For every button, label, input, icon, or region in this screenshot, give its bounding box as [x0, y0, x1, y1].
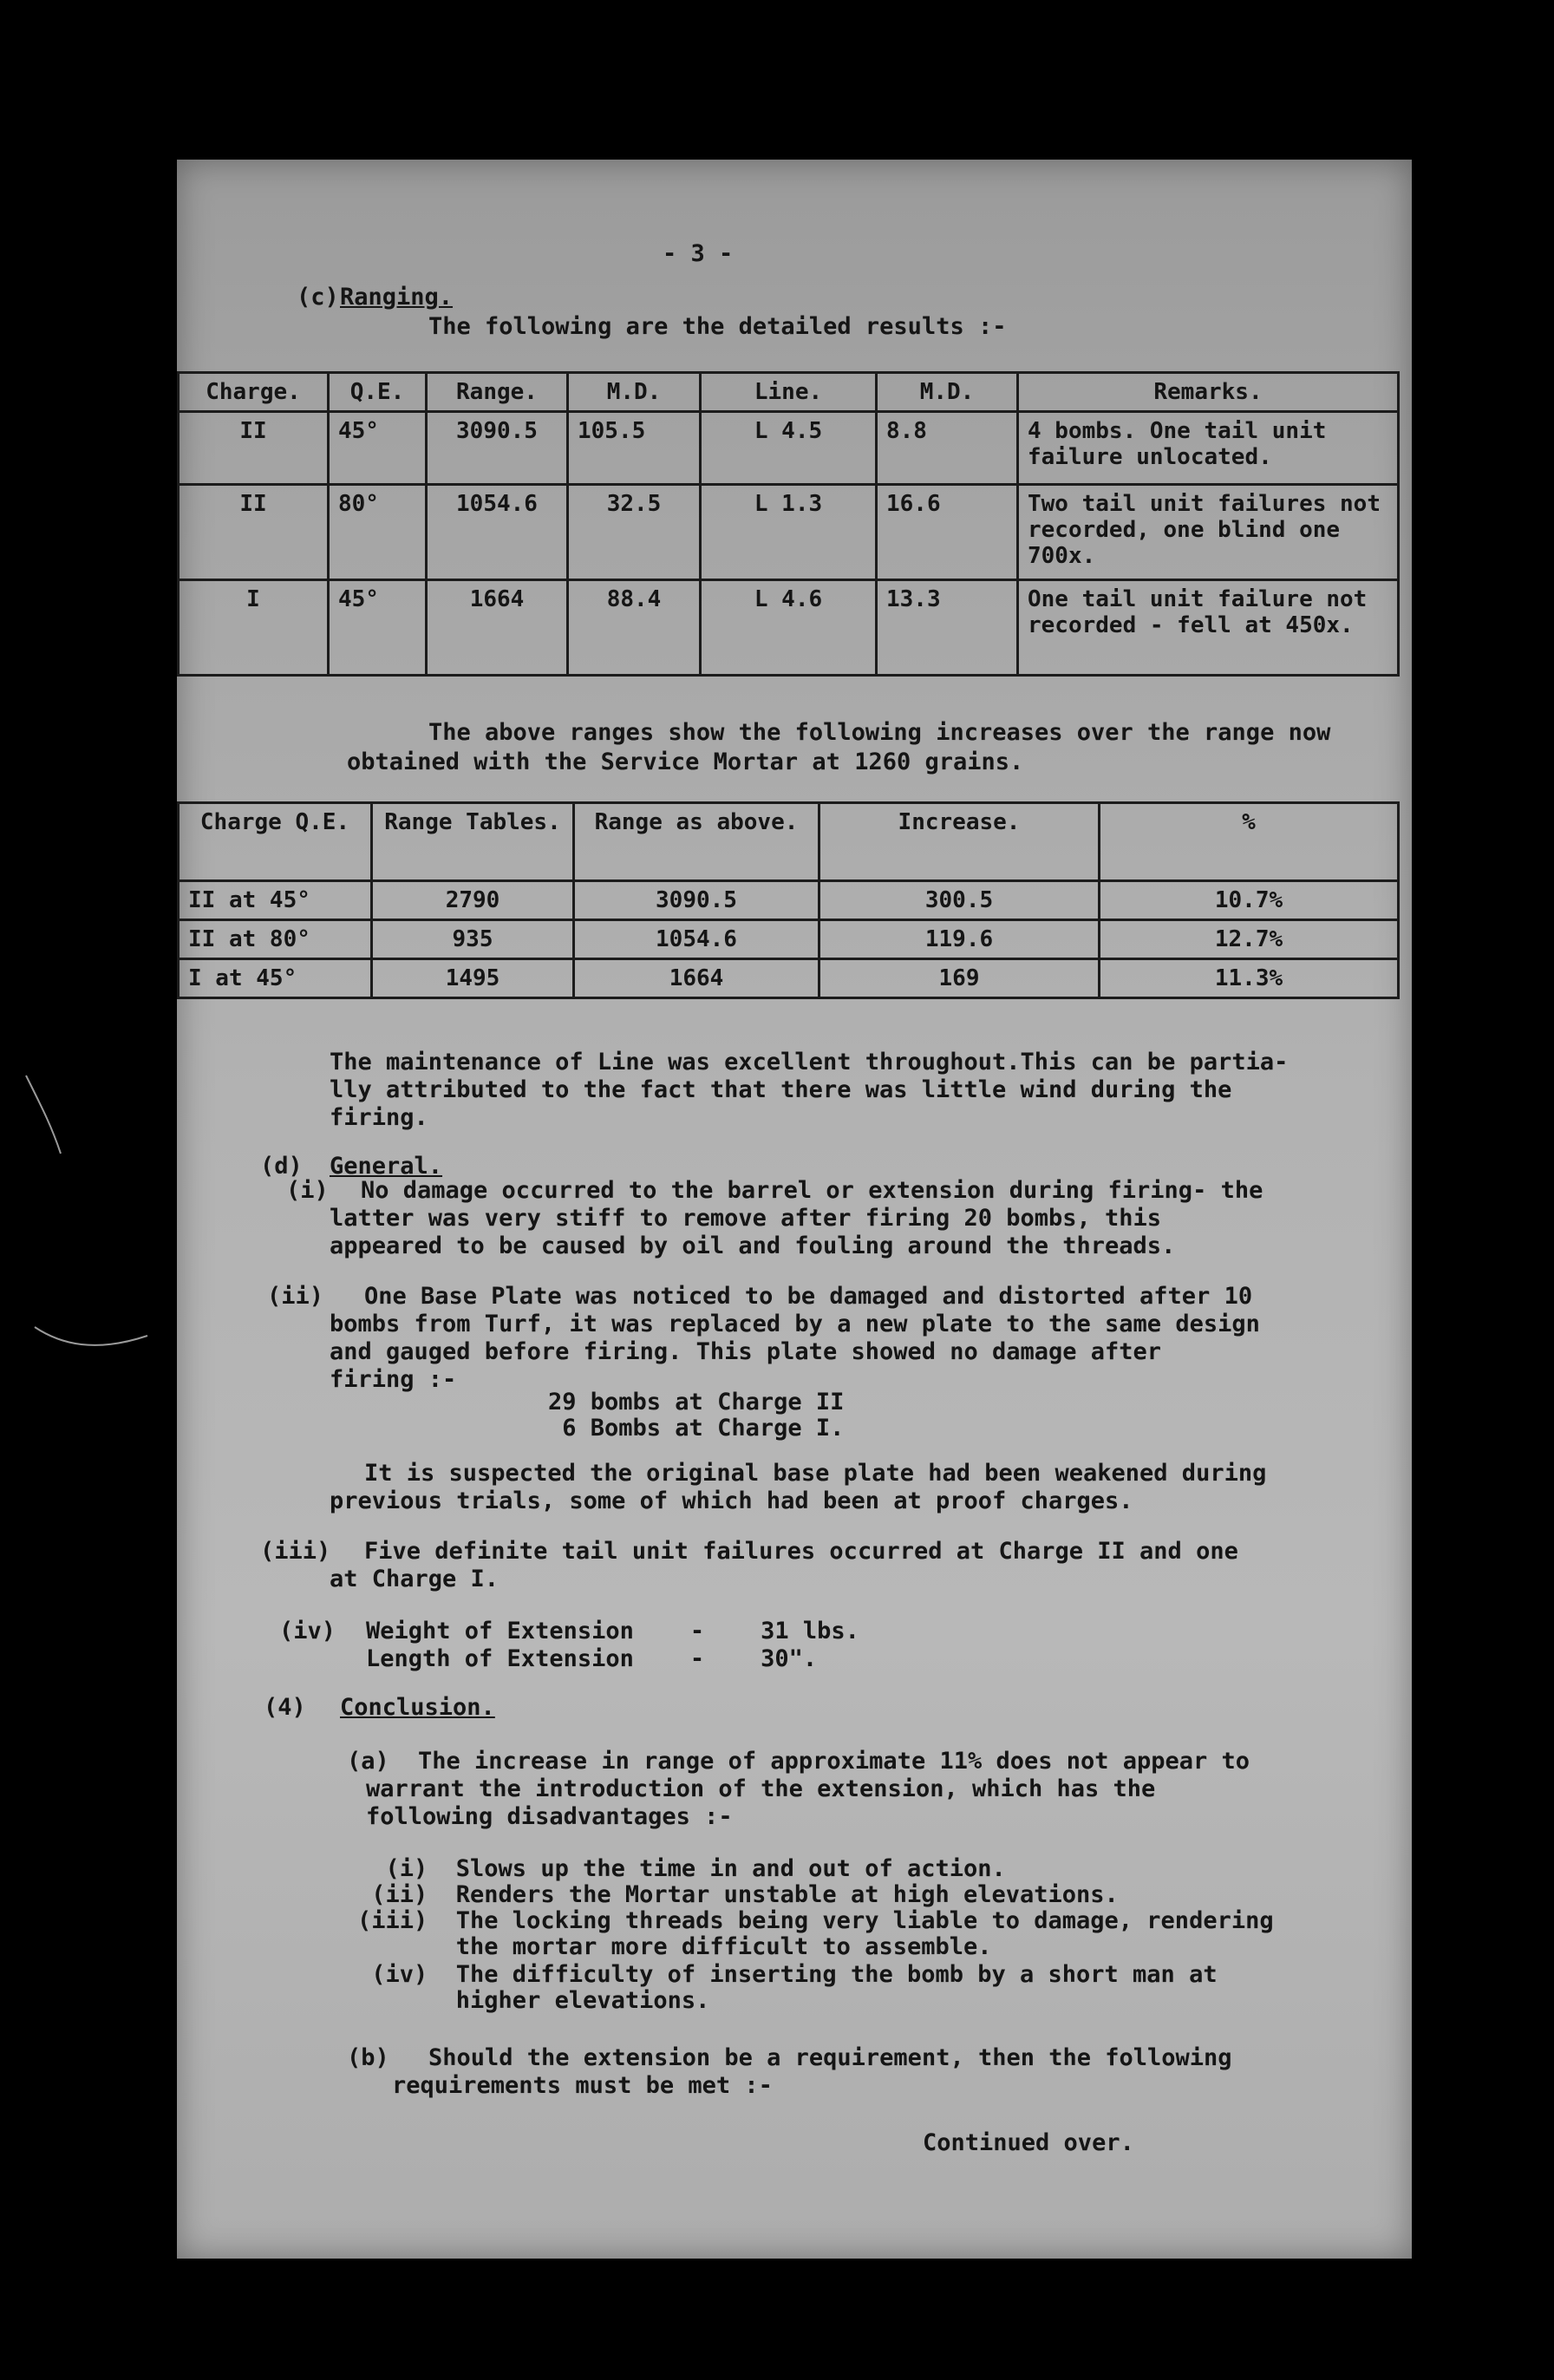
- item-ii-list-line: 6 Bombs at Charge I.: [548, 1415, 845, 1442]
- cell-qe: 80°: [329, 485, 427, 580]
- cell-charge-qe: II at 80°: [179, 920, 372, 959]
- col-header: Range.: [427, 373, 568, 412]
- cell-line: L 1.3: [701, 485, 877, 580]
- table-row: [179, 485, 1399, 580]
- maintenance-line: lly attributed to the fact that there was little wind during the: [330, 1076, 1232, 1103]
- item-ii-line: and gauged before firing. This plate showed no damage after: [330, 1338, 1162, 1365]
- cell-percent: 12.7%: [1100, 920, 1399, 959]
- cell-range-tables: 1495: [372, 959, 574, 998]
- cell-percent: 11.3%: [1100, 959, 1399, 998]
- cell-range-tables: 935: [372, 920, 574, 959]
- table-row: [179, 920, 1399, 959]
- disadvantage-line: (iii) The locking threads being very liable to damage, rendering: [357, 1907, 1274, 1934]
- item-a-line: warrant the introduction of the extension, which has the: [366, 1775, 1156, 1802]
- cell-charge-qe: II at 45°: [179, 881, 372, 920]
- section-c-intro: The following are the detailed results :-: [428, 313, 1007, 340]
- section-d-label: (d): [260, 1153, 303, 1180]
- disadvantage-line: (iv) The difficulty of inserting the bomb by a short man at: [357, 1961, 1218, 1988]
- section-4-title: Conclusion.: [340, 1694, 495, 1721]
- cell-range-above: 3090.5: [574, 881, 819, 920]
- cell-increase: 119.6: [819, 920, 1100, 959]
- cell-range: 1664: [427, 580, 568, 676]
- cell-increase: 169: [819, 959, 1100, 998]
- cell-remarks: One tail unit failure not recorded - fell at 450x.: [1018, 580, 1399, 676]
- maintenance-line: firing.: [330, 1104, 428, 1131]
- col-header: M.D.: [877, 373, 1018, 412]
- section-c-title: Ranging.: [340, 284, 454, 311]
- item-i-line: latter was very stiff to remove after firing 20 bombs, this: [330, 1205, 1162, 1232]
- col-header: Remarks.: [1018, 373, 1399, 412]
- item-b-label: (b): [347, 2044, 389, 2071]
- item-b-line: requirements must be met :-: [392, 2072, 773, 2099]
- table-row: [179, 580, 1399, 676]
- item-iv-line: Length of Extension - 30".: [366, 1645, 818, 1672]
- item-ii-list-line: 29 bombs at Charge II: [548, 1389, 845, 1416]
- cell-md: 88.4: [568, 580, 701, 676]
- item-iv-line: Weight of Extension - 31 lbs.: [366, 1618, 859, 1644]
- col-header: Range as above.: [574, 803, 819, 881]
- table-row: [179, 959, 1399, 998]
- col-header: Q.E.: [329, 373, 427, 412]
- table-row: [179, 881, 1399, 920]
- item-iv-label: (iv): [279, 1618, 336, 1644]
- ranging-table: [177, 371, 1400, 677]
- col-header: Range Tables.: [372, 803, 574, 881]
- cell-md: 105.5: [568, 412, 701, 485]
- cell-charge-qe: I at 45°: [179, 959, 372, 998]
- disadvantage-line: (i) Slows up the time in and out of action.: [357, 1855, 1006, 1882]
- col-header: Charge Q.E.: [179, 803, 372, 881]
- cell-md2: 13.3: [877, 580, 1018, 676]
- cell-range-above: 1664: [574, 959, 819, 998]
- col-header: %: [1100, 803, 1399, 881]
- page-number: - 3 -: [663, 240, 734, 267]
- col-header: Line.: [701, 373, 877, 412]
- ranges-note-line-2: obtained with the Service Mortar at 1260 grains.: [347, 749, 1024, 775]
- section-d-title: General.: [330, 1153, 443, 1180]
- item-i-line: No damage occurred to the barrel or extension during firing- the: [361, 1177, 1263, 1204]
- item-iii-line: at Charge I.: [330, 1566, 500, 1592]
- item-a-line: The increase in range of approximate 11% does not appear to: [418, 1748, 1250, 1775]
- item-ii-line: One Base Plate was noticed to be damaged and distorted after 10: [364, 1283, 1253, 1310]
- suspected-line: It is suspected the original base plate had been weakened during: [364, 1460, 1267, 1487]
- cell-md: 32.5: [568, 485, 701, 580]
- col-header: M.D.: [568, 373, 701, 412]
- cell-increase: 300.5: [819, 881, 1100, 920]
- ranging-table-header-row: [179, 373, 1399, 412]
- item-i-label: (i): [286, 1177, 329, 1204]
- increase-table: [177, 801, 1400, 999]
- col-header: Increase.: [819, 803, 1100, 881]
- item-iii-label: (iii): [260, 1538, 331, 1565]
- cell-md2: 8.8: [877, 412, 1018, 485]
- cell-line: L 4.6: [701, 580, 877, 676]
- cell-remarks: Two tail unit failures not recorded, one blind one 700x.: [1018, 485, 1399, 580]
- item-ii-label: (ii): [267, 1283, 324, 1310]
- cell-range: 1054.6: [427, 485, 568, 580]
- cell-range: 3090.5: [427, 412, 568, 485]
- disadvantage-line: the mortar more difficult to assemble.: [357, 1933, 992, 1960]
- suspected-line: previous trials, some of which had been at proof charges.: [330, 1488, 1133, 1514]
- cell-range-above: 1054.6: [574, 920, 819, 959]
- disadvantage-line: (ii) Renders the Mortar unstable at high elevations.: [357, 1881, 1119, 1908]
- section-c-label: (c): [297, 284, 339, 311]
- cell-line: L 4.5: [701, 412, 877, 485]
- cell-charge: II: [179, 412, 329, 485]
- ranges-note-line-1: The above ranges show the following increases over the range now: [428, 719, 1331, 746]
- cell-md2: 16.6: [877, 485, 1018, 580]
- cell-range-tables: 2790: [372, 881, 574, 920]
- disadvantage-line: higher elevations.: [357, 1987, 710, 2014]
- cell-remarks: 4 bombs. One tail unit failure unlocated.: [1018, 412, 1399, 485]
- item-a-line: following disadvantages :-: [366, 1803, 733, 1830]
- cell-charge: II: [179, 485, 329, 580]
- table-row: [179, 412, 1399, 485]
- item-iii-line: Five definite tail unit failures occurred at Charge II and one: [364, 1538, 1238, 1565]
- section-4-label: (4): [264, 1694, 306, 1721]
- document-page: [177, 160, 1412, 2259]
- item-b-line: Should the extension be a requirement, then the following: [428, 2044, 1232, 2071]
- item-i-line: appeared to be caused by oil and fouling around the threads.: [330, 1232, 1176, 1259]
- increase-table-header-row: [179, 803, 1399, 881]
- item-a-label: (a): [347, 1748, 389, 1775]
- cell-qe: 45°: [329, 412, 427, 485]
- maintenance-line: The maintenance of Line was excellent throughout.This can be partia-: [330, 1049, 1289, 1076]
- cell-percent: 10.7%: [1100, 881, 1399, 920]
- cell-charge: I: [179, 580, 329, 676]
- item-ii-line: bombs from Turf, it was replaced by a new plate to the same design: [330, 1311, 1260, 1337]
- stray-fibre-mark: [0, 1058, 182, 1422]
- col-header: Charge.: [179, 373, 329, 412]
- continued-note: Continued over.: [923, 2129, 1134, 2156]
- cell-qe: 45°: [329, 580, 427, 676]
- item-ii-line: firing :-: [330, 1366, 457, 1393]
